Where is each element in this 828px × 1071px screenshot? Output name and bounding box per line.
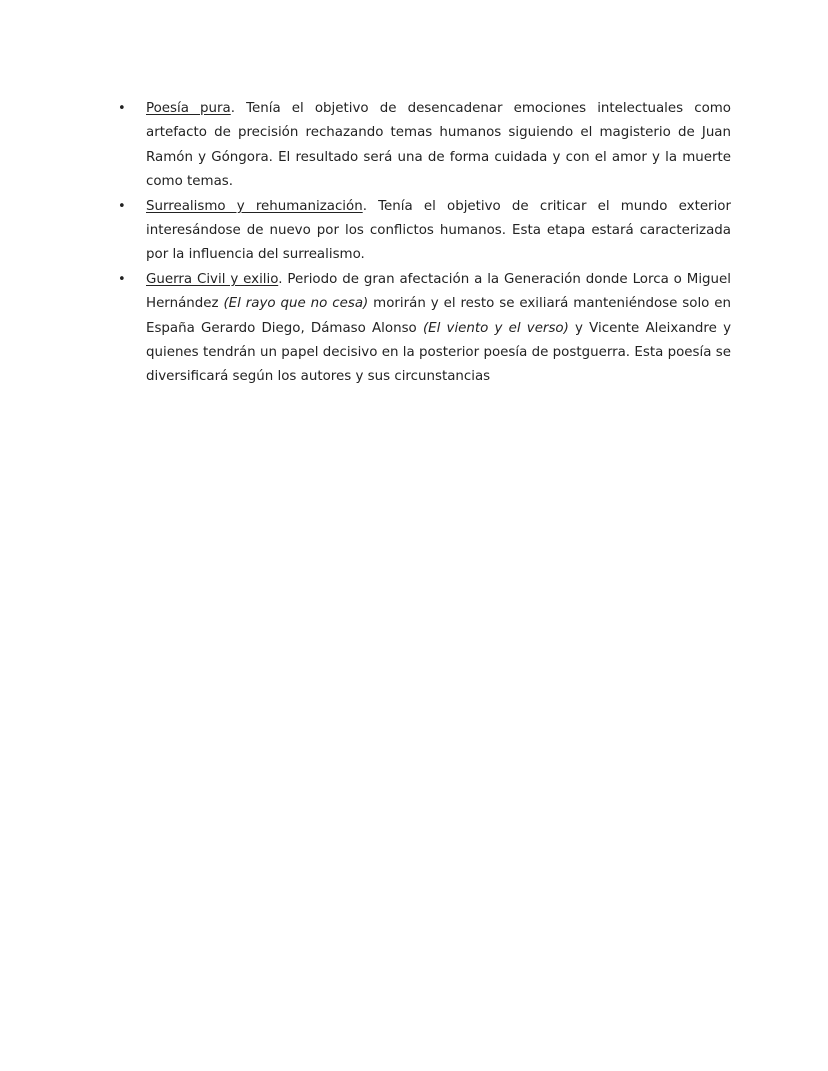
work-title: (El viento y el verso) <box>422 320 569 336</box>
bullet-title: Surrealismo y rehumanización <box>146 198 363 214</box>
bullet-item-surrealismo <box>117 195 731 268</box>
bullet-marker: • <box>118 101 126 116</box>
bullet-item-poesia-pura <box>117 97 731 195</box>
bullet-marker: • <box>118 198 126 214</box>
bullet-marker: • <box>118 271 126 287</box>
bullet-text: morirán y el resto se exiliará manteniéndose solo en España Gerardo Diego, Dámaso Alonso <box>146 296 732 336</box>
bullet-text: . Tenía el objetivo de criticar el mundo exterior interesándose de nuevo por los conflictos humanos. Esta etapa estará caracterizada por la influencia del surrealismo. <box>146 198 731 263</box>
bullet-list <box>117 97 731 390</box>
bullet-text: . Tenía el objetivo de desencadenar emociones intelectuales como artefacto de precisión rechazando temas humanos siguiendo el magisterio de Juan Ramón y Góngora. El resultado será una de forma cuidada y con el amor y la muerte como temas. <box>146 101 731 190</box>
bullet-title: Guerra Civil y exilio <box>146 271 279 287</box>
bullet-text: y Vicente Aleixandre y quienes tendrán un papel decisivo en la posterior poesía de postguerra. Esta poesía se diversificará según los autores y sus circunstancias <box>146 320 731 385</box>
bullet-item-guerra-civil <box>117 268 731 390</box>
bullet-text: . Periodo de gran afectación a la Generación donde Lorca o Miguel Hernández <box>146 271 731 312</box>
work-title: (El rayo que no cesa) <box>223 296 369 312</box>
bullet-title: Poesía pura <box>146 101 231 116</box>
